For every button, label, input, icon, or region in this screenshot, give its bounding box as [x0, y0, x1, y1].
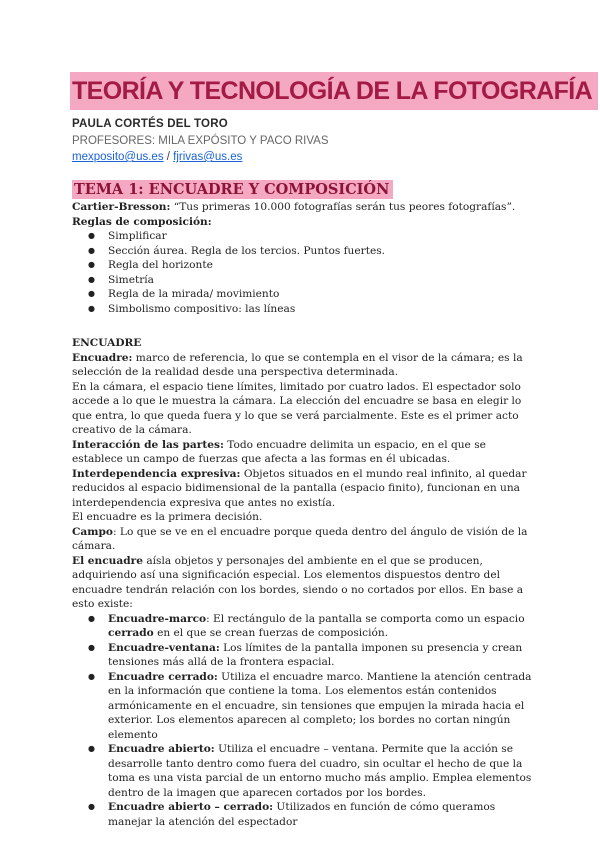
encuadre-def-label: Encuadre: [72, 351, 133, 364]
list-item: ● Simetría [108, 273, 532, 288]
list-item [108, 742, 532, 800]
encuadre-def-text: marco de referencia, lo que se contempla en el visor de la cámara; es la selección de la realidad desde una perspectiva determinada. [72, 351, 523, 378]
frame-type-text-end: en el que se crean fuerzas de composición. [153, 627, 389, 639]
quote-text: “Tus primeras 10.000 fotografías serán tus peores fotografías”. [170, 201, 516, 213]
quote-paragraph [72, 200, 532, 215]
professors-line: PROFESORES: MILA EXPÓSITO Y PACO RIVAS [72, 135, 329, 147]
quote-label: Cartier-Bresson: [72, 201, 171, 213]
rules-heading: Reglas de composición: [72, 215, 212, 228]
frame-type-label: Encuadre-marco [108, 612, 207, 625]
interdependencia-label: Interdependencia expresiva: [72, 467, 241, 480]
interaccion-label: Interacción de las partes: [72, 438, 224, 451]
el-encuadre-text: aísla objetos y personajes del ambiente en el que se producen, adquiriendo así una significación especial. Los elementos dispuestos dentro del encuadre tendrán relación con los bordes, siendo o no cortados por ellos. En base a esto existe: [72, 554, 524, 610]
rules-list [72, 229, 532, 316]
encuadre-definition [72, 351, 532, 380]
frame-type-text: Los límites de la pantalla imponen su presencia y crean tensiones más allá de la frontera espacial. [108, 641, 523, 668]
frame-type-label: Encuadre-ventana: [108, 641, 220, 654]
list-item [108, 800, 532, 829]
interaccion-paragraph [72, 438, 532, 467]
campo-text: : Lo que se ve en el encuadre porque queda dentro del ángulo de visión de la cámara. [72, 525, 528, 552]
email-link-fjrivas[interactable]: fjrivas@us.es [173, 151, 243, 163]
document-body [72, 200, 532, 829]
author-name: PAULA CORTÉS DEL TORO [72, 118, 228, 130]
list-item: ● Regla del horizonte [108, 258, 532, 273]
el-encuadre-paragraph [72, 554, 532, 612]
section-title-tema-1: TEMA 1: ENCUADRE Y COMPOSICIÓN [72, 180, 393, 199]
list-item [108, 641, 532, 670]
el-encuadre-label: El encuadre [72, 554, 143, 567]
campo-label: Campo [72, 525, 113, 538]
encuadre-paragraph: En la cámara, el espacio tiene límites, limitado por cuatro lados. El espectador solo accede a lo que le muestra la cámara. La elección del encuadre se basa en elegir lo que entra, lo que queda fuera y lo que se verá parcialmente. Este es el primer acto creativo de la cámara. [72, 380, 522, 436]
frame-types-list [72, 612, 532, 830]
list-item [108, 612, 532, 641]
frame-type-text: : El rectángulo de la pantalla se comporta como un espacio [206, 612, 525, 625]
frame-type-emphasis: cerrado [108, 627, 154, 639]
frame-type-text: Utiliza el encuadre – ventana. Permite que la acción se desarrolle tanto dentro como fuera del cuadro, sin ocultar el hecho de que la toma es una vista parcial de un entorno mucho más amplio. Emplea elementos dentro de la imagen que aparecen cortados por los bordes. [108, 743, 532, 799]
decision-paragraph: El encuadre es la primera decisión. [72, 511, 263, 523]
list-item [108, 670, 532, 743]
campo-paragraph [72, 525, 532, 554]
list-item: ● Sección áurea. Regla de los tercios. Puntos fuertes. [108, 244, 532, 259]
frame-type-text: Utiliza el encuadre marco. Mantiene la atención centrada en la información que contiene la toma. Los elementos están contenidos armónicamente en el encuadre, sin tensiones que empujen la mirada hacia el exterior. Los elementos aparecen al completo; los bordes no cortan ningún elemento [108, 670, 532, 741]
frame-type-label: Encuadre abierto – cerrado: [108, 801, 274, 813]
interdependencia-text: Objetos situados en el mundo real infinito, al quedar reducidos al espacio bidimensional de la pantalla (espacio finito), funcionan en una interdependencia expresiva que antes no existía. [72, 467, 527, 509]
frame-type-text: Utilizados en función de cómo queramos manejar la atención del espectador [108, 801, 496, 828]
interaccion-text: Todo encuadre delimita un espacio, en el que se establece un campo de fuerzas que afecta a las formas en él ubicadas. [72, 438, 486, 465]
list-item: ● Simbolismo compositivo: las líneas [108, 302, 532, 317]
encuadre-heading: ENCUADRE [72, 337, 142, 349]
list-item: ● Simplificar [108, 229, 532, 244]
email-line [72, 151, 242, 163]
email-separator: / [163, 151, 174, 163]
email-link-mexposito[interactable]: mexposito@us.es [72, 151, 164, 163]
list-item: ● Regla de la mirada/ movimiento [108, 287, 532, 302]
frame-type-label: Encuadre cerrado: [108, 670, 218, 683]
frame-type-label: Encuadre abierto: [108, 743, 215, 755]
interdependencia-paragraph [72, 467, 532, 511]
document-title: TEORÍA Y TECNOLOGÍA DE LA FOTOGRAFÍA [70, 72, 598, 110]
